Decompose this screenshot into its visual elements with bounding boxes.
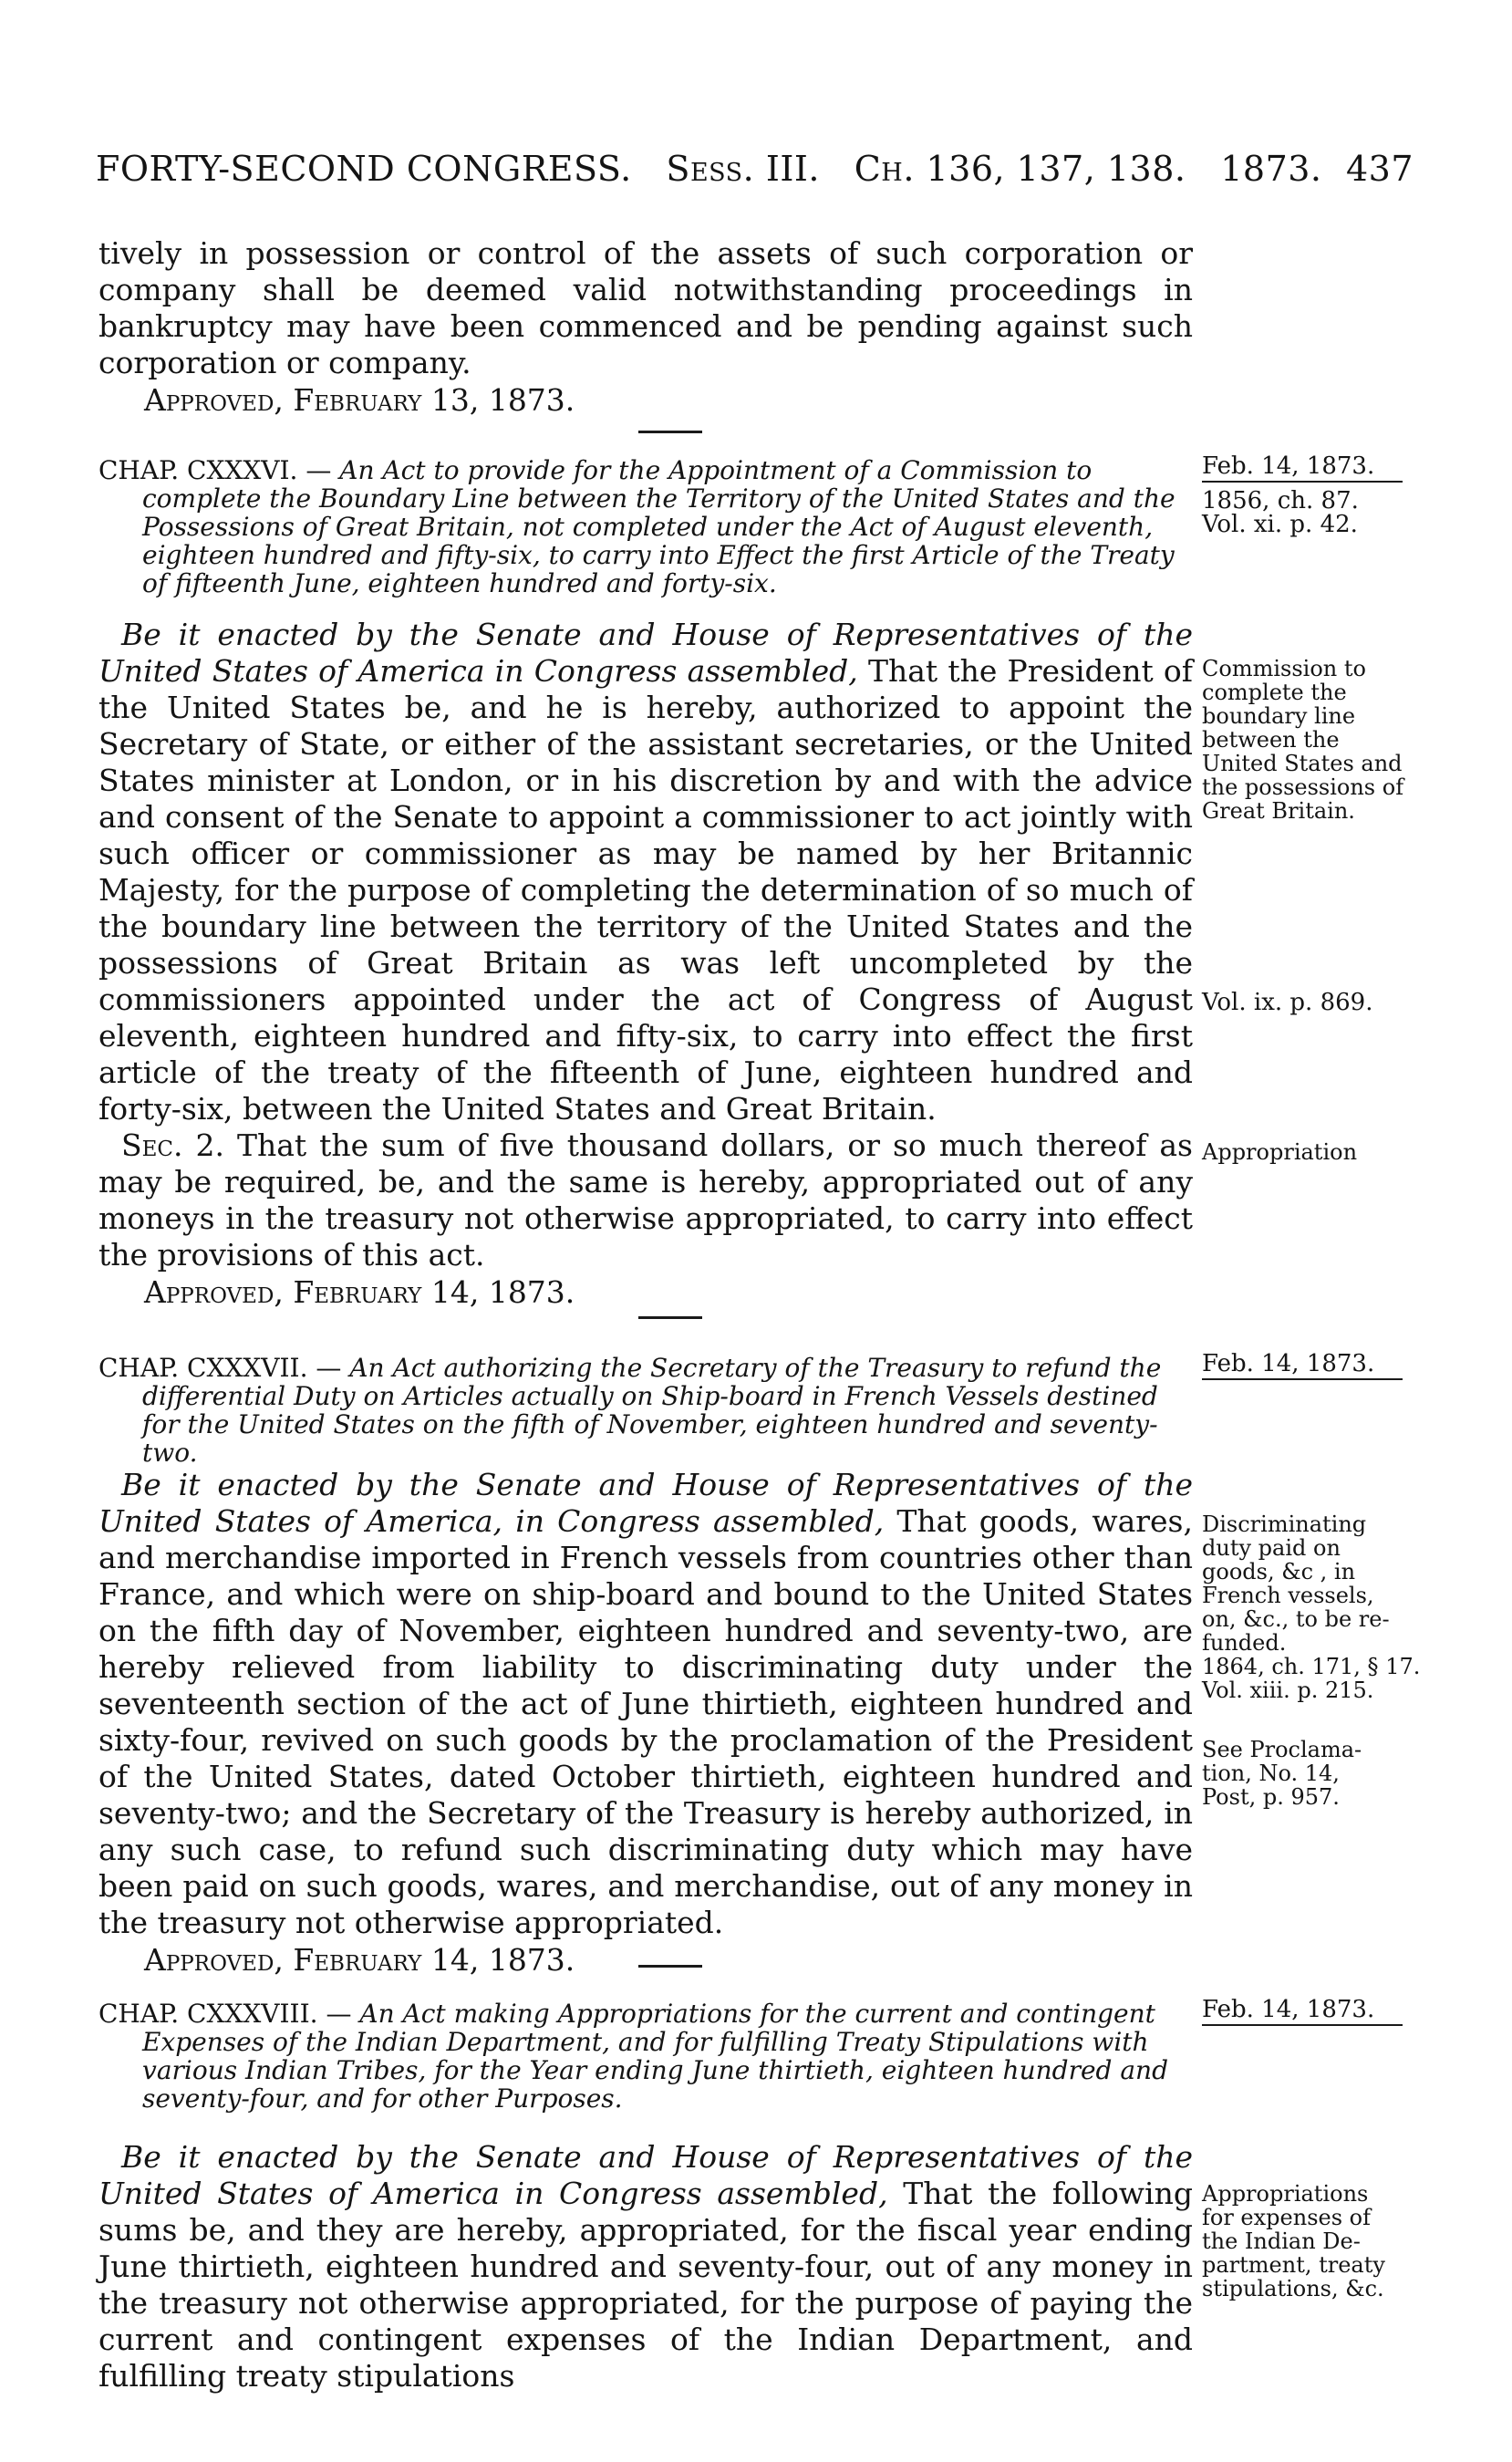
margin-note-line: Discriminating xyxy=(1202,1511,1367,1537)
enacting-clause: Be it enacted by the Senate and House of Representatives of the United States of America in Congress assembled, xyxy=(98,2139,1193,2211)
chapter-137-margin-note xyxy=(1202,1512,1448,1702)
margin-note-line: Great Britain. xyxy=(1202,798,1355,824)
margin-note-line: 1864, ch. 171, § 17. xyxy=(1202,1654,1421,1679)
page-number: 437 xyxy=(1345,149,1414,189)
chapters-label: Ch. 136, 137, 138. xyxy=(854,149,1186,189)
chapter-title: An Act authorizing the Secretary of the Treasury to refund the differential Duty on Articles actually on Ship-board in French Vessels destined for the United States on the fifth of November, eighteen hundred and seventy-two. xyxy=(142,1353,1162,1468)
chapter-137-date: Feb. 14, 1873. xyxy=(1202,1352,1403,1380)
margin-note-line: the Indian De- xyxy=(1202,2228,1361,2254)
chapter-138-text: That the following sums be, and they are hereby, appropriated, for the fiscal year ending June thirtieth, eighteen hundred and seventy-four, out of any money in the treasury not otherwise appropriated, for the purpose of paying the current and contingent expenses of the Indian Department, and fulfilling treaty stipulations xyxy=(98,2176,1193,2394)
margin-note-line: boundary line xyxy=(1202,703,1356,729)
chapter-136-margin-ref: Vol. ix. p. 869. xyxy=(1202,989,1373,1016)
chapter-137-text: That goods, wares, and merchandise imported in French vessels from countries other than France, and which were on ship-board and bound to the United States on the fifth day of November, eighteen hundred and seventy-two, are hereby relieved from liability to discriminating duty under the seventeenth section of the act of June thirtieth, eighteen hundred and sixty-four, revived on such goods by the proclamation of the President of the United States, dated October thirtieth, eighteen hundred and seventy-two; and the Secretary of the Treasury is hereby authorized, in any such case, to refund such discriminating duty which may have been paid on such goods, wares, and merchandise, out of any money in the treasury not otherwise appropriated. xyxy=(98,1503,1193,1940)
section-2 xyxy=(98,1127,1193,1273)
chapter-title: An Act making Appropriations for the current and contingent Expenses of the Indian Department, and for fulfilling Treaty Stipulations with various Indian Tribes, for the Year ending June thirtieth, eighteen hundred and seventy-four, and for other Purposes. xyxy=(142,1999,1169,2114)
enacting-clause: Be it enacted by the Senate and House of Representatives of the United States of America in Congress assembled, xyxy=(98,617,1193,689)
chapter-138-title xyxy=(98,2000,1193,2113)
chapter-138-section xyxy=(98,2139,1193,2394)
chapter-number: CHAP. CXXXVII. — xyxy=(98,1353,342,1383)
section-rule xyxy=(638,431,702,433)
chapter-138-margin-note xyxy=(1202,2182,1448,2301)
chapter-title: An Act to provide for the Appointment of a Commission to complete the Boundary Line between the Territory of the United States and the Possessions of Great Britain, not completed under the Act of August eleventh, eighteen hundred and fifty-six, to carry into Effect the first Article of the Treaty of fifteenth June, eighteen hundred and forty-six. xyxy=(142,455,1175,598)
section-2-text: That the sum of five thousand dollars, or so much thereof as may be required, be, and the same is hereby, appropriated out of any moneys in the treasury not otherwise appropriated, to carry into effect the provisions of this act. xyxy=(98,1127,1193,1273)
chapter-138-body xyxy=(98,2139,1193,2394)
margin-note-line: funded. xyxy=(1202,1630,1287,1656)
margin-note-line: tion, No. 14, xyxy=(1202,1761,1340,1786)
margin-note-line: Commission to xyxy=(1202,656,1366,681)
ref-line: Vol. xi. p. 42. xyxy=(1202,511,1358,538)
chapter-number: CHAP. CXXXVI. — xyxy=(98,455,332,485)
section-rule xyxy=(638,1965,702,1968)
margin-note-line: on, &c., to be re- xyxy=(1202,1606,1390,1632)
chapter-136-body xyxy=(98,617,1193,1312)
enacting-clause: Be it enacted by the Senate and House of Representatives of the United States of America, in Congress assembled, xyxy=(98,1467,1193,1539)
chapter-number: CHAP. CXXXVIII. — xyxy=(98,1999,352,2029)
margin-note-line: Vol. xiii. p. 215. xyxy=(1202,1678,1374,1703)
chapter-137-see-note xyxy=(1202,1738,1448,1809)
section-1 xyxy=(98,617,1193,1127)
margin-note-line: French vessels, xyxy=(1202,1583,1374,1608)
section-2-margin-note: Appropriation xyxy=(1202,1139,1358,1165)
chapter-136-refs xyxy=(1202,489,1448,536)
header-left xyxy=(96,149,1322,189)
margin-note-line: Post, p. 957. xyxy=(1202,1784,1340,1810)
chapter-137-section xyxy=(98,1467,1193,1941)
margin-note-line: between the xyxy=(1202,727,1340,753)
margin-note-line: Appropriations xyxy=(1202,2181,1369,2207)
section-1-text: That the President of the United States be, and he is hereby, authorized to appoint the Secretary of State, or either of the assistant secretaries, or the United States minister at London, or in his discretion by and with the advice and consent of the Senate to appoint a commissioner to act jointly with such officer or commissioner as may be named by her Britannic Majesty, for the purpose of completing the determination of so much of the boundary line between the territory of the United States and the possessions of Great Britain as was left uncompleted by the commissioners appointed under the act of Congress of August eleventh, eighteen hundred and fifty-six, to carry into effect the first article of the treaty of the fifteenth of June, eighteen hundred and forty-six, between the United States and Great Britain. xyxy=(98,653,1193,1127)
margin-note-line: duty paid on xyxy=(1202,1535,1341,1561)
margin-note-line: the possessions of xyxy=(1202,774,1404,800)
approved-line: Approved, February 14, 1873. xyxy=(144,1274,575,1310)
margin-note-line: for expenses of xyxy=(1202,2205,1371,2230)
section-2-label: Sec. 2. xyxy=(121,1127,224,1163)
chapter-138-date: Feb. 14, 1873. xyxy=(1202,1998,1403,2026)
running-title: FORTY-SECOND CONGRESS. xyxy=(96,149,632,189)
header-year: 1873. xyxy=(1220,149,1322,189)
chapter-136-margin-note xyxy=(1202,657,1448,823)
margin-note-line: stipulations, &c. xyxy=(1202,2276,1384,2301)
chapter-137-title xyxy=(98,1354,1193,1467)
continuation-text: tively in possession or control of the assets of such corporation or company shall be deemed valid notwithstanding proceedings in bankruptcy may have been commenced and be pending against such corporation or company. xyxy=(98,235,1193,380)
chapter-136-title xyxy=(98,456,1193,597)
approved-line: Approved, February 14, 1873. xyxy=(144,1942,575,1978)
ref-line: 1856, ch. 87. xyxy=(1202,487,1359,514)
margin-note-line: complete the xyxy=(1202,680,1347,705)
margin-note-line: goods, &c , in xyxy=(1202,1559,1356,1584)
margin-note-line: partment, treaty xyxy=(1202,2252,1385,2278)
margin-note-line: United States and xyxy=(1202,751,1403,776)
session-label: Sess. III. xyxy=(666,149,820,189)
approved-line: Approved, February 13, 1873. xyxy=(144,382,575,418)
chapter-137-body xyxy=(98,1467,1193,1979)
margin-note-line: See Proclama- xyxy=(1202,1737,1362,1762)
chapter-136-date: Feb. 14, 1873. xyxy=(1202,454,1403,483)
continuation-block xyxy=(98,235,1193,420)
section-rule xyxy=(638,1316,702,1319)
running-header xyxy=(96,149,1414,194)
